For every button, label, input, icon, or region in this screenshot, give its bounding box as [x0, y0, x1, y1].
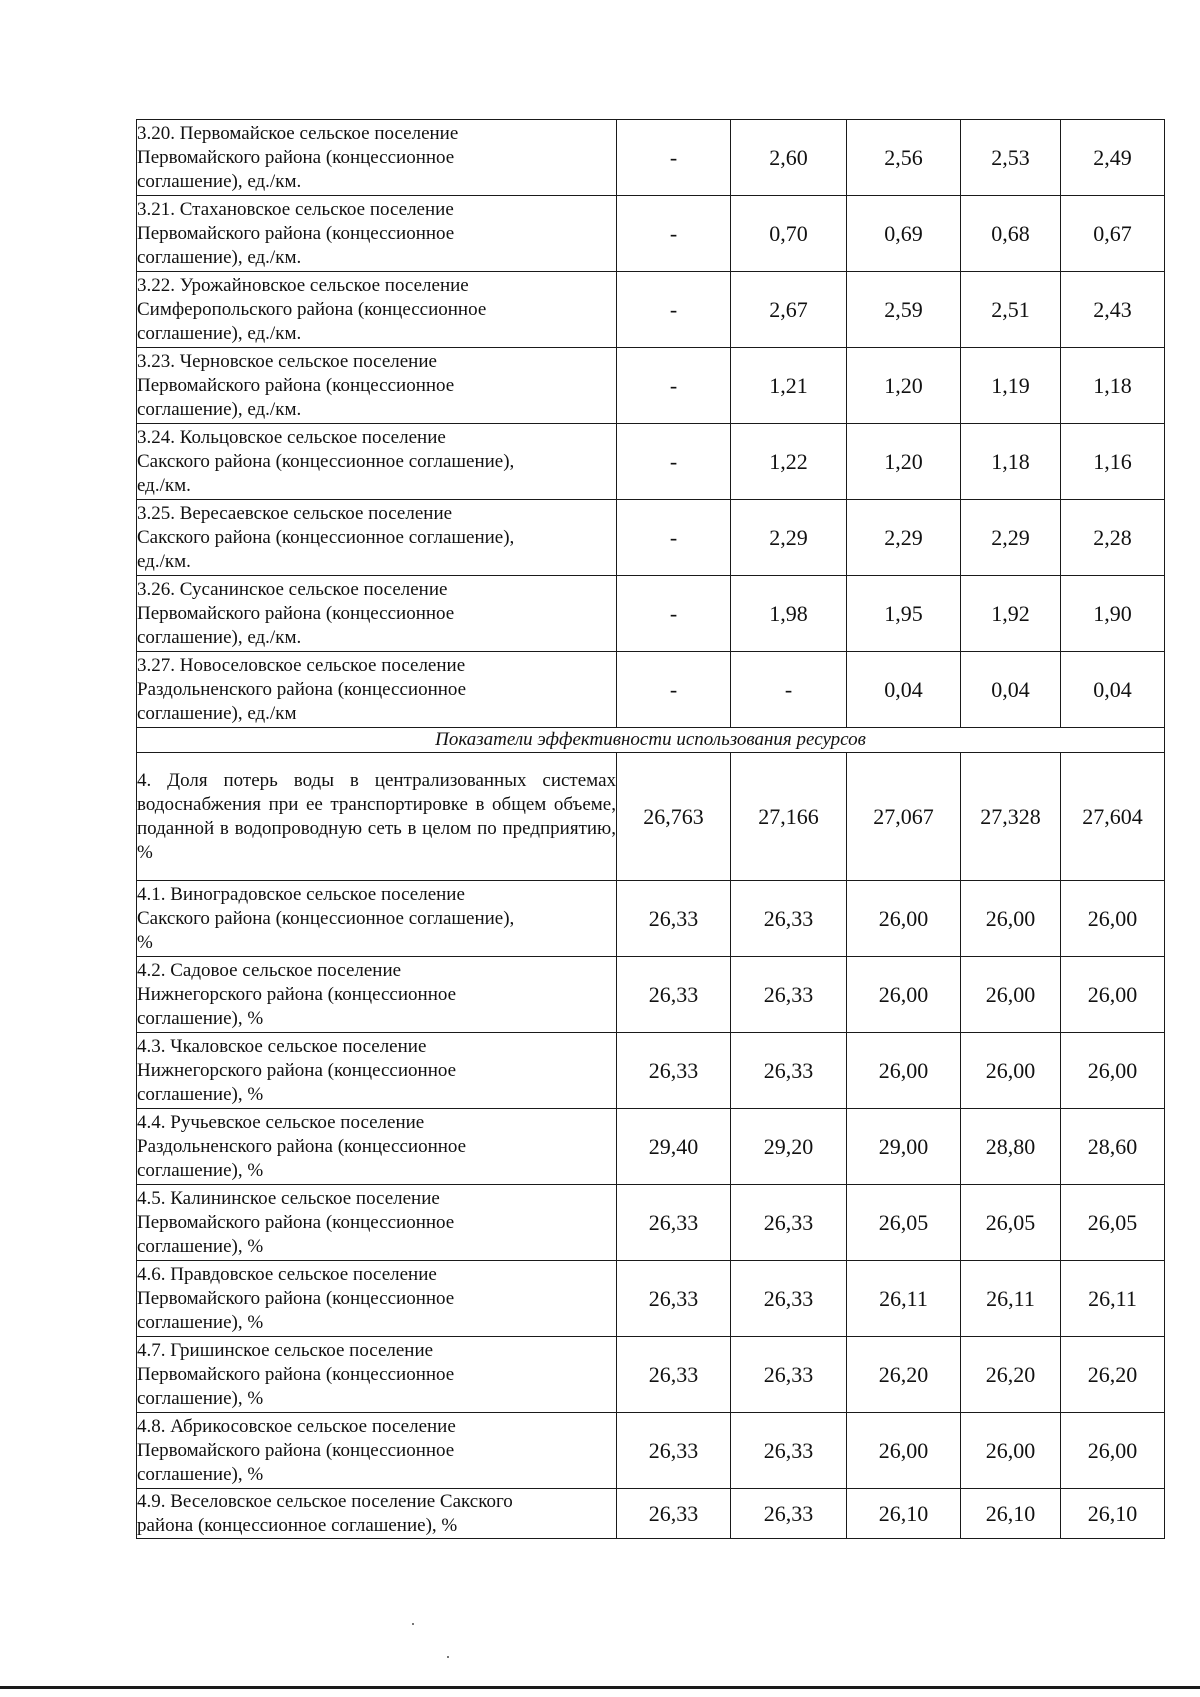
indicator-value: 26,763: [617, 753, 731, 881]
indicator-value: 26,11: [847, 1261, 961, 1337]
table-row: [137, 196, 1165, 272]
indicator-value: 2,67: [731, 272, 847, 348]
indicator-value: 26,00: [961, 881, 1061, 957]
indicator-value: 26,05: [847, 1185, 961, 1261]
indicator-value: 26,11: [961, 1261, 1061, 1337]
indicator-value: 26,33: [617, 1489, 731, 1539]
indicator-value: 26,20: [847, 1337, 961, 1413]
indicator-value: 1,20: [847, 424, 961, 500]
table-row: [137, 1185, 1165, 1261]
indicator-label: 4.2. Садовое сельское поселение Нижнегорского района (концессионное соглашение), %: [137, 957, 617, 1033]
indicator-value: 26,33: [617, 881, 731, 957]
indicator-value: 26,11: [1061, 1261, 1165, 1337]
indicator-value: 26,00: [961, 957, 1061, 1033]
indicator-value: 26,00: [847, 1413, 961, 1489]
indicators-table-body: [137, 120, 1165, 1539]
indicator-value: -: [617, 348, 731, 424]
scan-speck: [447, 1656, 449, 1658]
indicator-value: 2,60: [731, 120, 847, 196]
table-row: [137, 1489, 1165, 1539]
indicator-value: 0,04: [961, 652, 1061, 728]
indicator-value: -: [617, 272, 731, 348]
indicator-label: 3.22. Урожайновское сельское поселение Симферопольского района (концессионное соглашение), ед./км.: [137, 272, 617, 348]
table-row: [137, 652, 1165, 728]
indicator-value: 26,33: [617, 1337, 731, 1413]
table-row: [137, 1261, 1165, 1337]
indicator-value: 26,33: [731, 1337, 847, 1413]
indicator-value: 2,59: [847, 272, 961, 348]
indicator-value: 26,00: [1061, 881, 1165, 957]
table-row: [137, 957, 1165, 1033]
indicator-value: -: [617, 652, 731, 728]
indicator-value: 29,20: [731, 1109, 847, 1185]
table-row: [137, 272, 1165, 348]
indicator-value: 26,33: [617, 1185, 731, 1261]
indicator-label: 4.8. Абрикосовское сельское поселение Первомайского района (концессионное соглашение), %: [137, 1413, 617, 1489]
indicator-value: 0,04: [1061, 652, 1165, 728]
table-row: [137, 576, 1165, 652]
indicator-value: 26,10: [1061, 1489, 1165, 1539]
indicator-value: 0,67: [1061, 196, 1165, 272]
indicator-value: -: [617, 500, 731, 576]
table-row: [137, 753, 1165, 881]
indicator-value: 0,68: [961, 196, 1061, 272]
indicator-label: 4.1. Виноградовское сельское поселение Сакского района (концессионное соглашение), %: [137, 881, 617, 957]
table-row: [137, 881, 1165, 957]
indicator-value: 2,51: [961, 272, 1061, 348]
indicator-value: 26,33: [731, 881, 847, 957]
indicator-value: 2,29: [731, 500, 847, 576]
indicator-value: 26,33: [731, 1489, 847, 1539]
indicator-value: -: [617, 576, 731, 652]
indicator-value: -: [617, 120, 731, 196]
section-title: Показатели эффективности использования ресурсов: [137, 728, 1165, 753]
indicator-label: 4.9. Веселовское сельское поселение Сакского района (концессионное соглашение), %: [137, 1489, 617, 1539]
indicator-value: 1,98: [731, 576, 847, 652]
indicator-value: 2,29: [847, 500, 961, 576]
indicator-value: 26,00: [961, 1413, 1061, 1489]
indicator-label: 3.20. Первомайское сельское поселение Первомайского района (концессионное соглашение), ед./км.: [137, 120, 617, 196]
indicator-label: 4.6. Правдовское сельское поселение Первомайского района (концессионное соглашение), %: [137, 1261, 617, 1337]
indicator-value: 1,95: [847, 576, 961, 652]
indicator-value: -: [617, 424, 731, 500]
indicator-value: 26,00: [961, 1033, 1061, 1109]
indicator-value: 28,60: [1061, 1109, 1165, 1185]
page-bottom-rule: [0, 1686, 1200, 1689]
indicator-value: -: [617, 196, 731, 272]
indicator-value: 27,328: [961, 753, 1061, 881]
indicator-value: 2,28: [1061, 500, 1165, 576]
indicator-value: 26,00: [1061, 1413, 1165, 1489]
indicator-value: 26,00: [1061, 957, 1165, 1033]
indicator-value: 26,33: [617, 1413, 731, 1489]
table-row: [137, 348, 1165, 424]
table-row: [137, 500, 1165, 576]
indicator-value: 26,20: [961, 1337, 1061, 1413]
indicator-value: 2,29: [961, 500, 1061, 576]
indicator-value: 1,20: [847, 348, 961, 424]
indicator-label: 3.24. Кольцовское сельское поселение Сакского района (концессионное соглашение), ед./км.: [137, 424, 617, 500]
indicator-value: 29,40: [617, 1109, 731, 1185]
indicator-value: 27,067: [847, 753, 961, 881]
indicator-value: 0,69: [847, 196, 961, 272]
indicator-value: 2,56: [847, 120, 961, 196]
indicator-label: 3.25. Вересаевское сельское поселение Сакского района (концессионное соглашение), ед./км.: [137, 500, 617, 576]
indicator-value: 1,18: [1061, 348, 1165, 424]
indicator-label: 3.21. Стахановское сельское поселение Первомайского района (концессионное соглашение), ед./км.: [137, 196, 617, 272]
indicator-value: 1,19: [961, 348, 1061, 424]
indicators-table: [136, 119, 1165, 1539]
indicator-value: 26,33: [731, 1261, 847, 1337]
table-row: [137, 1413, 1165, 1489]
indicator-value: 26,00: [847, 1033, 961, 1109]
indicator-label: 4. Доля потерь воды в централизованных системах водоснабжения при ее транспортировке в общем объеме, поданной в водопроводную сеть в целом по предприятию, %: [137, 753, 617, 881]
indicator-value: 26,10: [847, 1489, 961, 1539]
indicator-value: 26,33: [617, 1261, 731, 1337]
indicator-value: 2,53: [961, 120, 1061, 196]
scan-speck: [412, 1623, 414, 1625]
indicator-value: 28,80: [961, 1109, 1061, 1185]
indicator-value: 26,33: [731, 957, 847, 1033]
indicator-value: 0,04: [847, 652, 961, 728]
indicator-value: 26,05: [961, 1185, 1061, 1261]
indicator-label: 3.23. Черновское сельское поселение Первомайского района (концессионное соглашение), ед./км.: [137, 348, 617, 424]
indicator-value: 26,33: [731, 1185, 847, 1261]
section-header-row: [137, 728, 1165, 753]
indicator-value: 27,604: [1061, 753, 1165, 881]
indicator-value: 26,00: [847, 957, 961, 1033]
indicator-value: 2,49: [1061, 120, 1165, 196]
indicator-value: 1,22: [731, 424, 847, 500]
indicator-label: 3.26. Сусанинское сельское поселение Первомайского района (концессионное соглашение), ед./км.: [137, 576, 617, 652]
indicator-label: 4.5. Калининское сельское поселение Первомайского района (концессионное соглашение), %: [137, 1185, 617, 1261]
indicator-value: 29,00: [847, 1109, 961, 1185]
indicator-value: 26,00: [1061, 1033, 1165, 1109]
indicator-value: 26,33: [617, 1033, 731, 1109]
indicator-value: 26,20: [1061, 1337, 1165, 1413]
indicator-value: -: [731, 652, 847, 728]
indicator-label: 4.3. Чкаловское сельское поселение Нижнегорского района (концессионное соглашение), %: [137, 1033, 617, 1109]
indicator-value: 1,16: [1061, 424, 1165, 500]
indicator-value: 1,90: [1061, 576, 1165, 652]
indicator-label: 4.4. Ручьевское сельское поселение Раздольненского района (концессионное соглашение), %: [137, 1109, 617, 1185]
table-row: [137, 424, 1165, 500]
indicator-value: 26,05: [1061, 1185, 1165, 1261]
indicator-value: 1,18: [961, 424, 1061, 500]
indicator-value: 1,21: [731, 348, 847, 424]
table-row: [137, 1033, 1165, 1109]
indicator-value: 0,70: [731, 196, 847, 272]
table-row: [137, 1109, 1165, 1185]
table-row: [137, 1337, 1165, 1413]
indicator-value: 26,33: [617, 957, 731, 1033]
indicator-value: 26,33: [731, 1413, 847, 1489]
indicator-value: 1,92: [961, 576, 1061, 652]
indicator-value: 2,43: [1061, 272, 1165, 348]
table-row: [137, 120, 1165, 196]
indicator-label: 4.7. Гришинское сельское поселение Первомайского района (концессионное соглашение), %: [137, 1337, 617, 1413]
indicator-value: 26,33: [731, 1033, 847, 1109]
indicator-value: 26,00: [847, 881, 961, 957]
indicator-value: 26,10: [961, 1489, 1061, 1539]
indicator-value: 27,166: [731, 753, 847, 881]
indicator-label: 3.27. Новоселовское сельское поселение Раздольненского района (концессионное соглашение), ед./км: [137, 652, 617, 728]
